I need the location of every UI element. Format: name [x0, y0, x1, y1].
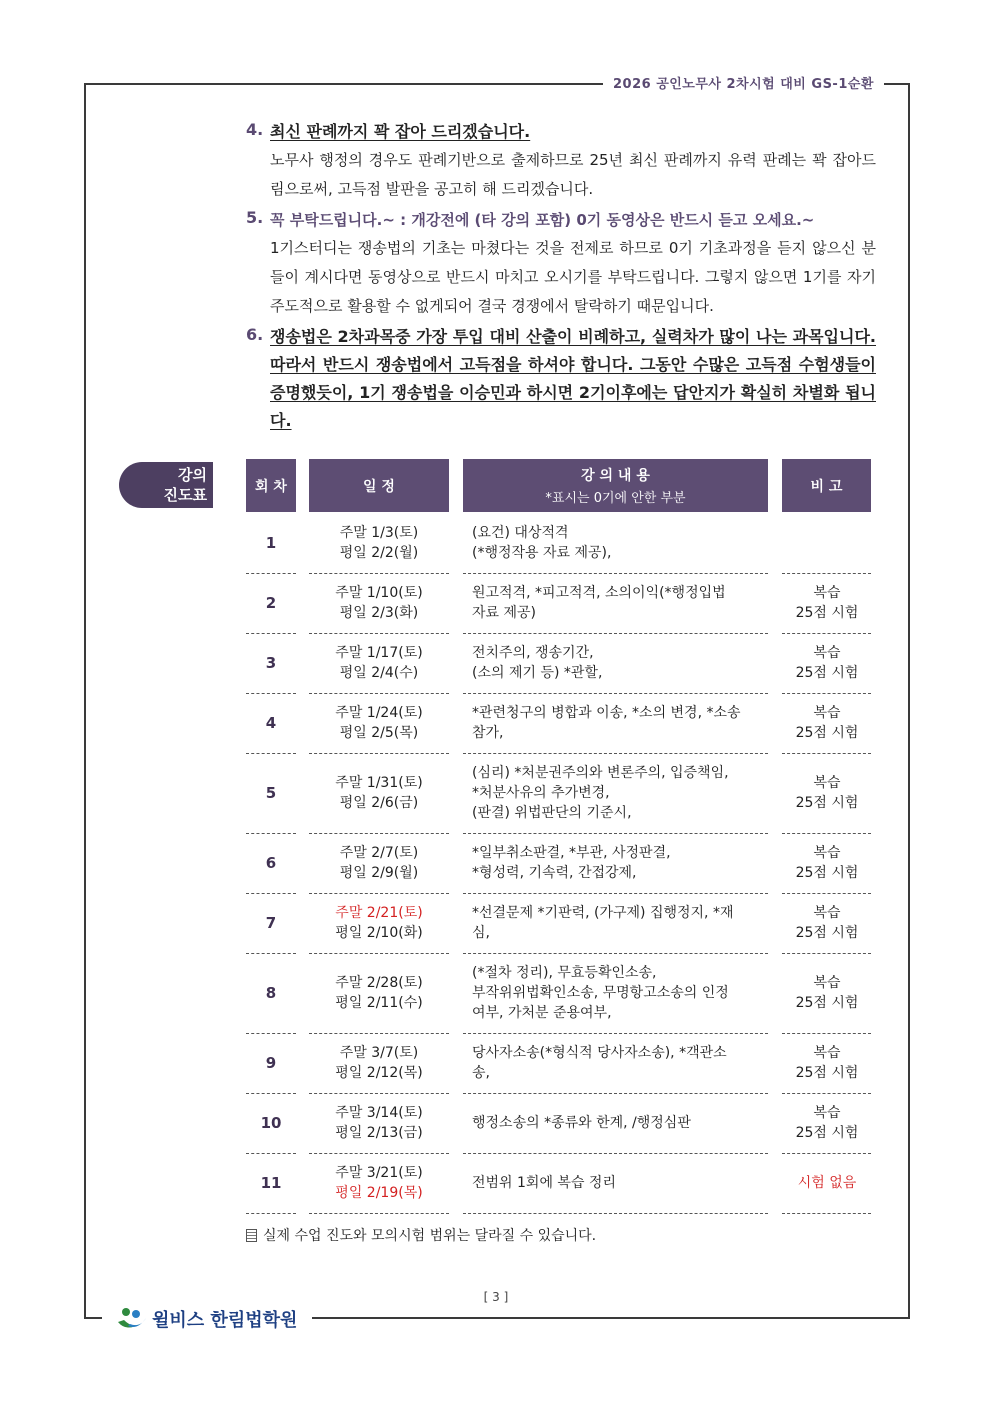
- notice-list: [246, 118, 876, 437]
- notice-item-6: [246, 323, 876, 435]
- row-content: [470, 893, 766, 953]
- date-weekend: 주말 3/7(토): [339, 1045, 419, 1061]
- table-row: [246, 633, 871, 693]
- notice-item-5: [246, 206, 876, 321]
- page-number: [ 3 ]: [483, 1290, 509, 1304]
- date-weekend: 주말 3/14(토): [335, 1105, 423, 1121]
- table-row: [246, 833, 871, 893]
- row-number: 7: [265, 914, 277, 932]
- row-content: [470, 1093, 766, 1153]
- note-line-1: 복습: [813, 845, 841, 861]
- row-date: [309, 753, 449, 833]
- date-weekend: 주말 2/7(토): [339, 845, 419, 861]
- header-no: 회 차: [246, 459, 296, 512]
- row-note: [783, 633, 871, 693]
- date-weekday: 평일 2/10(화): [335, 925, 423, 941]
- note-line-1: 시험 없음: [797, 1175, 857, 1191]
- row-number: 11: [260, 1174, 282, 1192]
- date-weekday: 평일 2/11(수): [335, 995, 423, 1011]
- item-number: 6.: [246, 325, 264, 344]
- note-line-1: 복습: [813, 975, 841, 991]
- note-line-1: 복습: [813, 645, 841, 661]
- content-line: (요건) 대상적격: [472, 525, 569, 541]
- row-content: [470, 633, 766, 693]
- frame-bottom-left-border: [84, 1317, 102, 1319]
- frame-left-border: [84, 83, 86, 1318]
- date-weekend: 주말 2/28(토): [335, 975, 423, 991]
- content-line: 당사자소송(*형식적 당사자소송), *객관소: [472, 1045, 727, 1061]
- row-note: [783, 513, 871, 573]
- row-date: [309, 573, 449, 633]
- content-line: (소의 제기 등) *관할,: [472, 665, 603, 681]
- table-row: [246, 693, 871, 753]
- date-weekday: 평일 2/4(수): [339, 665, 419, 681]
- date-weekend: 주말 3/21(토): [335, 1165, 423, 1181]
- row-content: [470, 1153, 766, 1213]
- row-content: [470, 953, 766, 1033]
- table-row: [246, 893, 871, 953]
- table-row: [246, 513, 871, 573]
- row-number: 5: [265, 784, 277, 802]
- table-row: [246, 573, 871, 633]
- date-weekday: 평일 2/9(월): [339, 865, 419, 881]
- note-line-2: 25점 시험: [795, 1125, 859, 1141]
- header-content-sub: *표시는 0기에 안한 부분: [545, 491, 686, 506]
- note-line-2: 25점 시험: [795, 795, 859, 811]
- item-body: 노무사 행정의 경우도 판례기반으로 출제하므로 25년 최신 판례까지 유력 판례는 꽉 잡아드림으로써, 고득점 발판을 공고히 해 드리겠습니다.: [270, 151, 876, 198]
- date-weekend: 주말 1/24(토): [335, 705, 423, 721]
- row-number: 9: [265, 1054, 277, 1072]
- item-heading: 최신 판례까지 꽉 잡아 드리겠습니다.: [270, 122, 531, 141]
- date-weekday: 평일 2/2(월): [339, 545, 419, 561]
- note-line-2: 25점 시험: [795, 995, 859, 1011]
- footnote-text: 실제 수업 진도와 모의시험 범위는 달라질 수 있습니다.: [263, 1228, 597, 1244]
- content-line: 자료 제공): [472, 605, 537, 621]
- content-line: (판결) 위법판단의 기준시,: [472, 805, 632, 821]
- row-date: [309, 513, 449, 573]
- row-date: [309, 1153, 449, 1213]
- content-line: (*절차 정리), 무효등확인소송,: [472, 965, 657, 981]
- content-line: 전치주의, 쟁송기간,: [472, 645, 594, 661]
- frame-bottom-border: [312, 1317, 910, 1319]
- note-line-1: 복습: [813, 905, 841, 921]
- row-number: 2: [265, 594, 277, 612]
- row-note: [783, 1033, 871, 1093]
- date-weekend: 주말 1/17(토): [335, 645, 423, 661]
- row-number: 1: [265, 534, 277, 552]
- row-number: 6: [265, 854, 277, 872]
- row-number: 8: [265, 984, 277, 1002]
- row-content: [470, 833, 766, 893]
- content-line: 전범위 1회에 복습 정리: [472, 1175, 616, 1191]
- item-heading: 쟁송법은 2차과목중 가장 투입 대비 산출이 비례하고, 실력차가 많이 나는 과목입니다. 따라서 반드시 쟁송법에서 고득점을 하셔야 합니다. 그동안 수많은 고득점 수험생들이 증명했듯이, 1기 쟁송법을 이승민과 하시면 2기이후에는 답안지가 확실히 차별화 됩니다.: [270, 327, 876, 430]
- note-line-2: 25점 시험: [795, 865, 859, 881]
- note-line-1: 복습: [813, 1045, 841, 1061]
- row-note: [783, 573, 871, 633]
- row-date: [309, 633, 449, 693]
- tab-label-line-1: 강의: [178, 466, 207, 484]
- row-note: [783, 893, 871, 953]
- date-weekend: 주말 1/31(토): [335, 775, 423, 791]
- item-number: 5.: [246, 208, 264, 227]
- item-number: 4.: [246, 120, 264, 139]
- tab-label-line-2: 진도표: [163, 486, 207, 504]
- header-content: [463, 459, 768, 512]
- content-line: 심,: [472, 925, 490, 941]
- row-note: [783, 1093, 871, 1153]
- note-line-2: 25점 시험: [795, 725, 859, 741]
- table-row: [246, 953, 871, 1033]
- content-line: 행정소송의 *종류와 한계, /행정심판: [472, 1115, 691, 1131]
- header-note: 비 고: [782, 459, 871, 512]
- frame-right-border: [908, 83, 910, 1318]
- row-date: [309, 1093, 449, 1153]
- item-body: 1기스터디는 쟁송법의 기초는 마쳤다는 것을 전제로 하므로 0기 기초과정을 듣지 않으신 분들이 계시다면 동영상으로 반드시 마치고 오시기를 부탁드립니다. 그렇지 않으면 1기를 자기 주도적으로 활용할 수 없게되어 결국 경쟁에서 탈락하기 때문입니다.: [270, 239, 876, 315]
- note-line-1: 복습: [813, 775, 841, 791]
- date-weekday: 평일 2/13(금): [335, 1125, 423, 1141]
- logo-text: 윌비스 한림법학원: [152, 1310, 298, 1331]
- content-line: *형성력, 기속력, 간접강제,: [472, 865, 637, 881]
- date-weekend: 주말 2/21(토): [335, 905, 423, 921]
- note-line-1: 복습: [813, 1105, 841, 1121]
- date-weekend: 주말 1/10(토): [335, 585, 423, 601]
- row-number: 10: [260, 1114, 282, 1132]
- header-date: 일 정: [309, 459, 449, 512]
- row-date: [309, 953, 449, 1033]
- table-row: [246, 1093, 871, 1153]
- content-line: 부작위위법확인소송, 무명항고소송의 인정: [472, 985, 729, 1001]
- note-line-2: 25점 시험: [795, 665, 859, 681]
- content-line: *선결문제 *기판력, (가구제) 집행정지, *재: [472, 905, 734, 921]
- row-content: [470, 513, 766, 573]
- note-line-2: 25점 시험: [795, 605, 859, 621]
- content-line: 송,: [472, 1065, 490, 1081]
- table-row: [246, 753, 871, 833]
- row-date: [309, 1033, 449, 1093]
- row-content: [470, 753, 766, 833]
- date-weekday: 평일 2/12(목): [335, 1065, 423, 1081]
- content-line: 참가,: [472, 725, 504, 741]
- content-line: *처분사유의 추가변경,: [472, 785, 610, 801]
- logo: [116, 1306, 297, 1332]
- note-line-1: 복습: [813, 705, 841, 721]
- date-weekday: 평일 2/5(목): [339, 725, 419, 741]
- memo-icon: [246, 1229, 257, 1242]
- header-title: 2026 공인노무사 2차시험 대비 GS-1순환: [603, 73, 884, 92]
- content-line: 원고적격, *피고적격, 소의이익(*행정입법: [472, 585, 726, 601]
- footnote: [246, 1225, 596, 1245]
- row-number: 4: [265, 714, 277, 732]
- logo-mark-icon: [116, 1306, 148, 1332]
- row-note: [783, 1153, 871, 1213]
- date-weekday: 평일 2/3(화): [339, 605, 419, 621]
- row-content: [470, 573, 766, 633]
- row-content: [470, 693, 766, 753]
- notice-item-4: [246, 118, 876, 204]
- row-note: [783, 953, 871, 1033]
- table-row: [246, 1153, 871, 1213]
- content-line: 여부, 가처분 준용여부,: [472, 1005, 612, 1021]
- note-line-2: 25점 시험: [795, 1065, 859, 1081]
- schedule-tab-label: [119, 462, 213, 508]
- note-line-2: 25점 시험: [795, 925, 859, 941]
- note-line-1: 복습: [813, 585, 841, 601]
- row-date: [309, 893, 449, 953]
- row-content: [470, 1033, 766, 1093]
- row-note: [783, 753, 871, 833]
- date-weekday: 평일 2/19(목): [335, 1185, 423, 1201]
- header-content-title: 강 의 내 용: [581, 468, 650, 484]
- content-line: (심리) *처분권주의와 변론주의, 입증책임,: [472, 765, 729, 781]
- row-number: 3: [265, 654, 277, 672]
- row-date: [309, 693, 449, 753]
- row-note: [783, 693, 871, 753]
- content-line: (*행정작용 자료 제공),: [472, 545, 612, 561]
- item-heading: 꼭 부탁드립니다.~ : 개강전에 (타 강의 포함) 0기 동영상은 반드시 듣고 오세요.~: [270, 211, 815, 229]
- content-line: *관련청구의 병합과 이송, *소의 변경, *소송: [472, 705, 741, 721]
- row-date: [309, 833, 449, 893]
- row-note: [783, 833, 871, 893]
- date-weekend: 주말 1/3(토): [339, 525, 419, 541]
- date-weekday: 평일 2/6(금): [339, 795, 419, 811]
- table-row: [246, 1033, 871, 1093]
- content-line: *일부취소판결, *부관, 사정판결,: [472, 845, 671, 861]
